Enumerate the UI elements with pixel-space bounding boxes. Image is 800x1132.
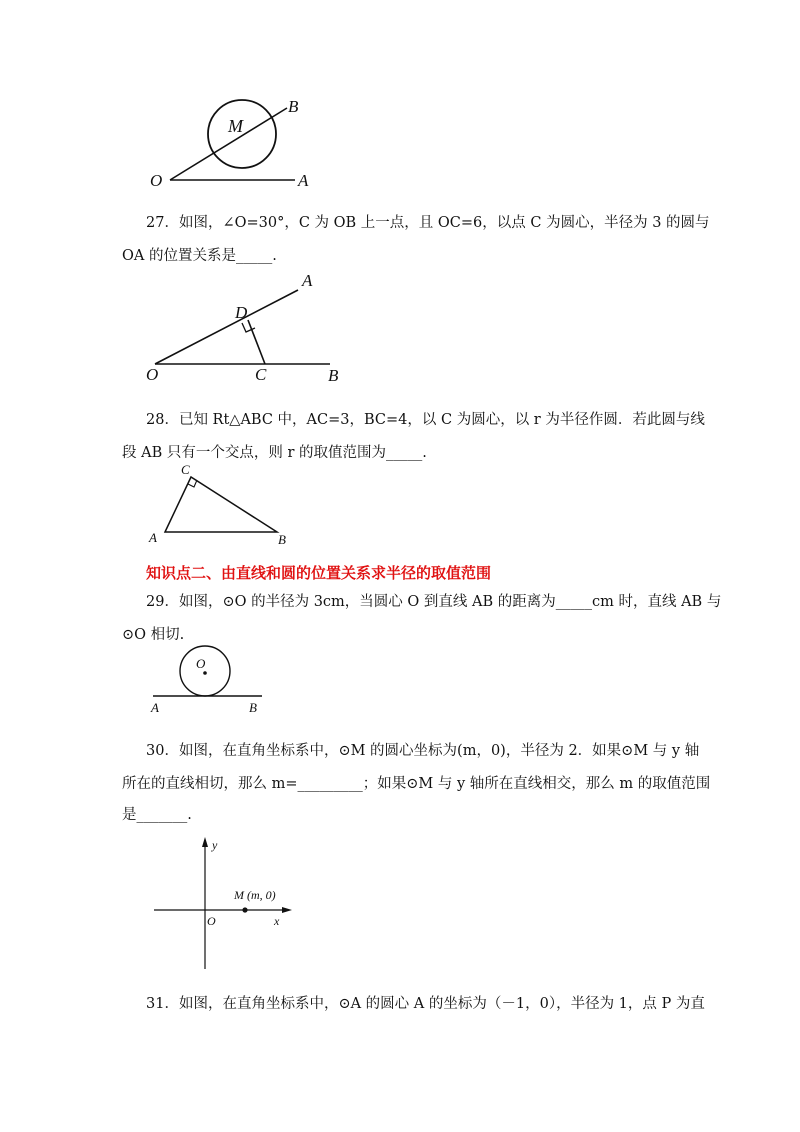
q27-line2: OA 的位置关系是_____. (122, 248, 277, 264)
q30-line3: 是_______. (122, 807, 192, 823)
figure-angle-o (140, 268, 360, 386)
label-a: A (151, 700, 159, 715)
q31-line1: 31．如图，在直角坐标系中，⊙A 的圆心 A 的坐标为（－1，0），半径为 1，点 P 为直 (146, 996, 705, 1012)
label-b: B (249, 700, 257, 715)
label-b: B (288, 97, 299, 116)
section-heading: 知识点二、由直线和圆的位置关系求半径的取值范围 (146, 564, 492, 582)
label-a: A (149, 530, 157, 545)
label-c: C (255, 365, 267, 384)
q27-line1: 27．如图，∠O=30°，C 为 OB 上一点，且 OC=6，以点 C 为圆心，半径为 3 的圆与 (146, 215, 710, 231)
label-b: B (278, 532, 286, 547)
label-point-m: M (m, 0) (234, 888, 276, 902)
q30-line1: 30．如图，在直角坐标系中，⊙M 的圆心坐标为(m，0)，半径为 2．如果⊙M 与 y 轴 (146, 743, 700, 759)
label-y-axis: y (212, 838, 218, 852)
label-c: C (181, 462, 190, 477)
label-a: A (298, 171, 309, 190)
label-m: M (228, 116, 243, 136)
label-o: O (146, 365, 159, 384)
label-o: O (150, 171, 163, 190)
figure-coordinate-axes (152, 835, 302, 971)
label-origin: O (207, 914, 216, 928)
figure-tangent-circle (145, 645, 270, 717)
label-x-axis: x (274, 914, 280, 928)
label-b: B (328, 366, 339, 385)
label-a: A (302, 271, 313, 290)
q29-line2: ⊙O 相切. (122, 627, 185, 643)
label-o: O (196, 656, 206, 671)
figure-triangle-abc (145, 462, 305, 548)
q29-line1: 29．如图，⊙O 的半径为 3cm，当圆心 O 到直线 AB 的距离为_____cm 时，直线 AB 与 (146, 594, 722, 610)
figure-circle-m (140, 90, 330, 200)
label-d: D (235, 303, 248, 322)
q28-line2: 段 AB 只有一个交点，则 r 的取值范围为_____. (122, 445, 427, 461)
q28-line1: 28．已知 Rt△ABC 中，AC=3，BC=4，以 C 为圆心，以 r 为半径作圆．若此圆与线 (146, 412, 705, 428)
q30-line2: 所在的直线相切，那么 m=_________；如果⊙M 与 y 轴所在直线相交，那么 m 的取值范围 (122, 776, 711, 792)
